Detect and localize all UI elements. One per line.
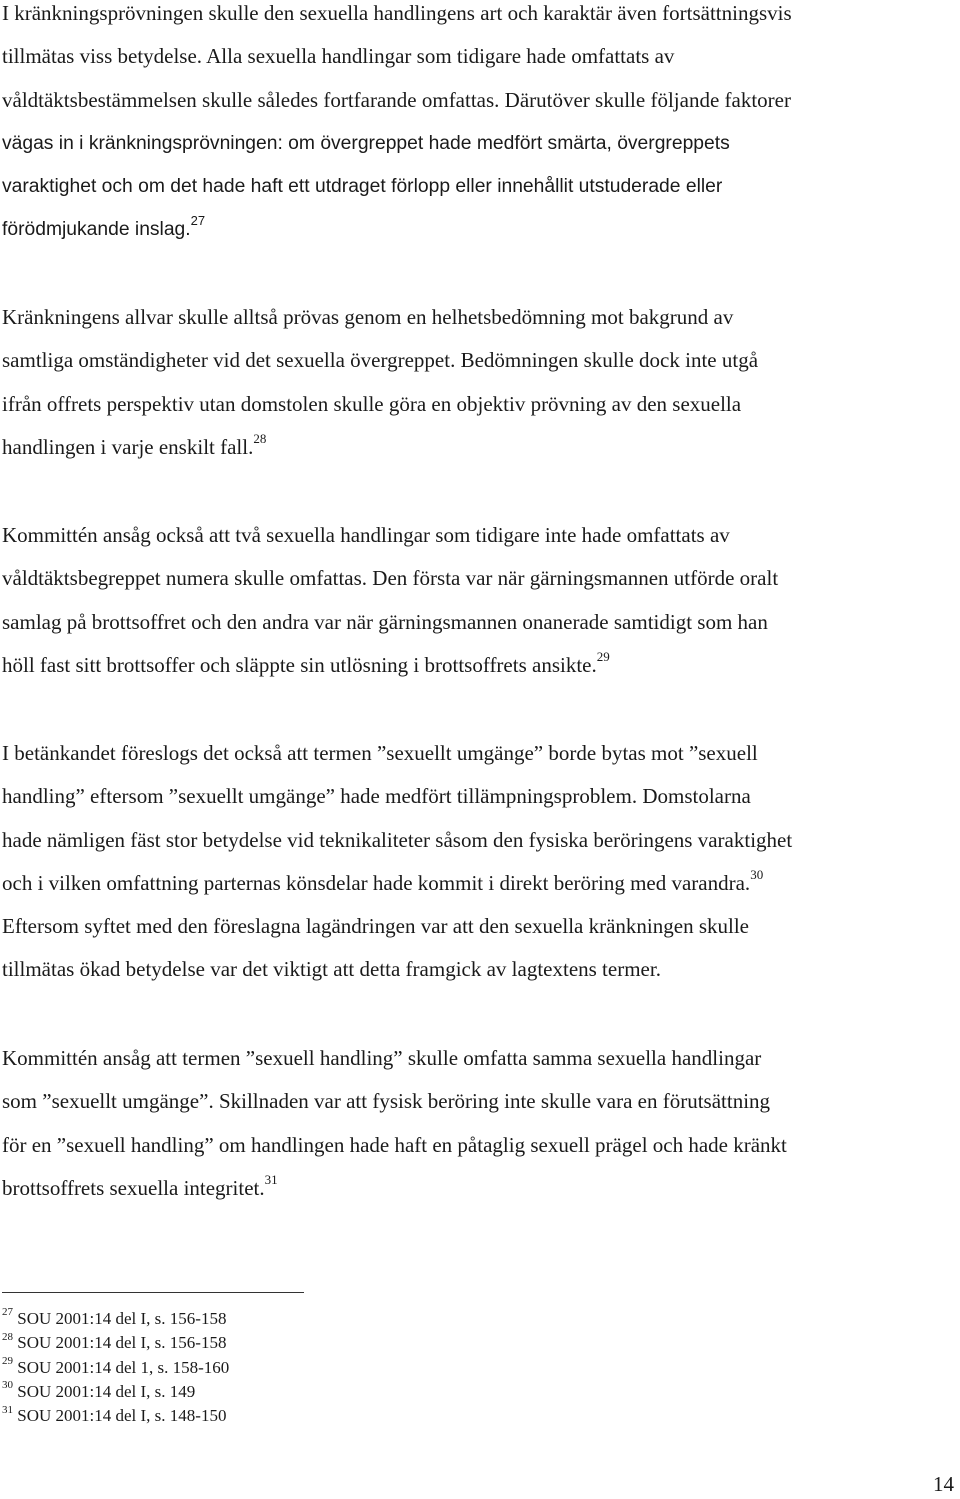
footnote-text: SOU 2001:14 del I, s. 149: [17, 1381, 196, 1401]
footnote-reference[interactable]: 30: [750, 866, 764, 882]
footnote-item: [2, 1356, 229, 1380]
text-line: för en ”sexuell handling” om handlingen hade haft en påtaglig sexuell prägel och hade kränkt: [2, 1132, 787, 1157]
text-segment: våldtäktsbestämmelsen skulle således fortfarande omfattas. Därutöver skulle följande faktorer: [2, 87, 791, 112]
text-line: [2, 79, 954, 122]
paragraph-4: [2, 732, 954, 992]
paragraph-3: [2, 514, 954, 687]
footnote-reference[interactable]: 29: [596, 648, 610, 664]
text-line: [2, 426, 954, 469]
footnote-item: [2, 1331, 229, 1355]
text-line: [2, 1167, 954, 1210]
text-line: tillmätas ökad betydelse var det viktigt att detta framgick av lagtextens termer.: [2, 957, 661, 982]
text-line: Kommittén ansåg också att två sexuella handlingar som tidigare inte hade omfattats av: [2, 523, 730, 547]
text-line: tillmätas viss betydelse. Alla sexuella handlingar som tidigare hade omfattats av: [2, 44, 675, 69]
footnote-reference[interactable]: 28: [253, 430, 267, 446]
text-line: Kränkningens allvar skulle alltså prövas genom en helhetsbedömning mot bakgrund av: [2, 305, 734, 329]
text-line: våldtäktsbegreppet numera skulle omfattas. Den första var när gärningsmannen utförde oralt: [2, 566, 779, 591]
paragraph-2: [2, 296, 954, 469]
text-segment: höll fast sitt brottsoffer och släppte sin utlösning i brottsoffrets ansikte.: [2, 652, 597, 677]
text-segment: förödmjukande inslag.: [2, 219, 191, 241]
footnote-item: [2, 1380, 229, 1404]
text-line: ifrån offrets perspektiv utan domstolen skulle göra en objektiv prövning av den sexuella: [2, 391, 742, 416]
text-line: I kränkningsprövningen skulle den sexuella handlingens art och karaktär även fortsättningsvis: [2, 1, 792, 25]
footnote-mark: 27: [2, 1306, 13, 1319]
footnote-mark: 31: [2, 1403, 13, 1416]
text-line: [2, 862, 954, 905]
footnote-reference[interactable]: 31: [264, 1171, 278, 1187]
footnote-mark: 30: [2, 1379, 13, 1392]
footnote-text: SOU 2001:14 del I, s. 148-150: [17, 1406, 227, 1426]
paragraph-5: [2, 1037, 954, 1210]
text-segment: brottsoffrets sexuella integritet.: [2, 1175, 265, 1200]
text-line: samlag på brottsoffret och den andra var när gärningsmannen onanerade samtidigt som han: [2, 609, 768, 634]
text-line: handling” eftersom ”sexuellt umgänge” hade medfört tillämpningsproblem. Domstolarna: [2, 784, 751, 809]
page-number: 14: [933, 1472, 954, 1496]
paragraph-1: [2, 0, 954, 252]
text-line: [2, 208, 954, 251]
text-line: vägas in i kränkningsprövningen: om övergreppet hade medfört smärta, övergreppets: [2, 132, 730, 154]
text-line: som ”sexuellt umgänge”. Skillnaden var att fysisk beröring inte skulle vara en förutsättning: [2, 1089, 771, 1114]
footnote-text: SOU 2001:14 del 1, s. 158-160: [17, 1357, 230, 1377]
text-segment: och i vilken omfattning parternas könsdelar hade kommit i direkt beröring med varandra.: [2, 870, 751, 895]
text-line: samtliga omständigheter vid det sexuella övergreppet. Bedömningen skulle dock inte utgå: [2, 348, 759, 373]
text-line: hade nämligen fäst stor betydelse vid teknikaliteter såsom den fysiska beröringens varaktighet: [2, 827, 793, 852]
footnote-item: [2, 1307, 229, 1331]
text-segment: handlingen i varje enskilt fall.: [2, 434, 254, 459]
text-line: [2, 644, 954, 687]
footnote-text: SOU 2001:14 del I, s. 156-158: [17, 1333, 227, 1353]
text-line: Kommittén ansåg att termen ”sexuell handling” skulle omfatta samma sexuella handlingar: [2, 1046, 762, 1070]
footnote-reference[interactable]: 27: [190, 213, 206, 229]
footnotes-section: [2, 1307, 229, 1428]
text-line: Eftersom syftet med den föreslagna lagändringen var att den sexuella kränkningen skulle: [2, 914, 749, 939]
text-line: I betänkandet föreslogs det också att termen ”sexuellt umgänge” borde bytas mot ”sexuell: [2, 741, 758, 765]
footnote-divider: [2, 1292, 304, 1293]
footnote-item: [2, 1404, 229, 1428]
footnote-text: SOU 2001:14 del I, s. 156-158: [17, 1309, 227, 1328]
footnote-mark: 28: [2, 1330, 13, 1343]
text-line: varaktighet och om det hade haft ett utdraget förlopp eller innehållit utstuderade eller: [2, 176, 723, 198]
footnote-mark: 29: [2, 1354, 13, 1367]
